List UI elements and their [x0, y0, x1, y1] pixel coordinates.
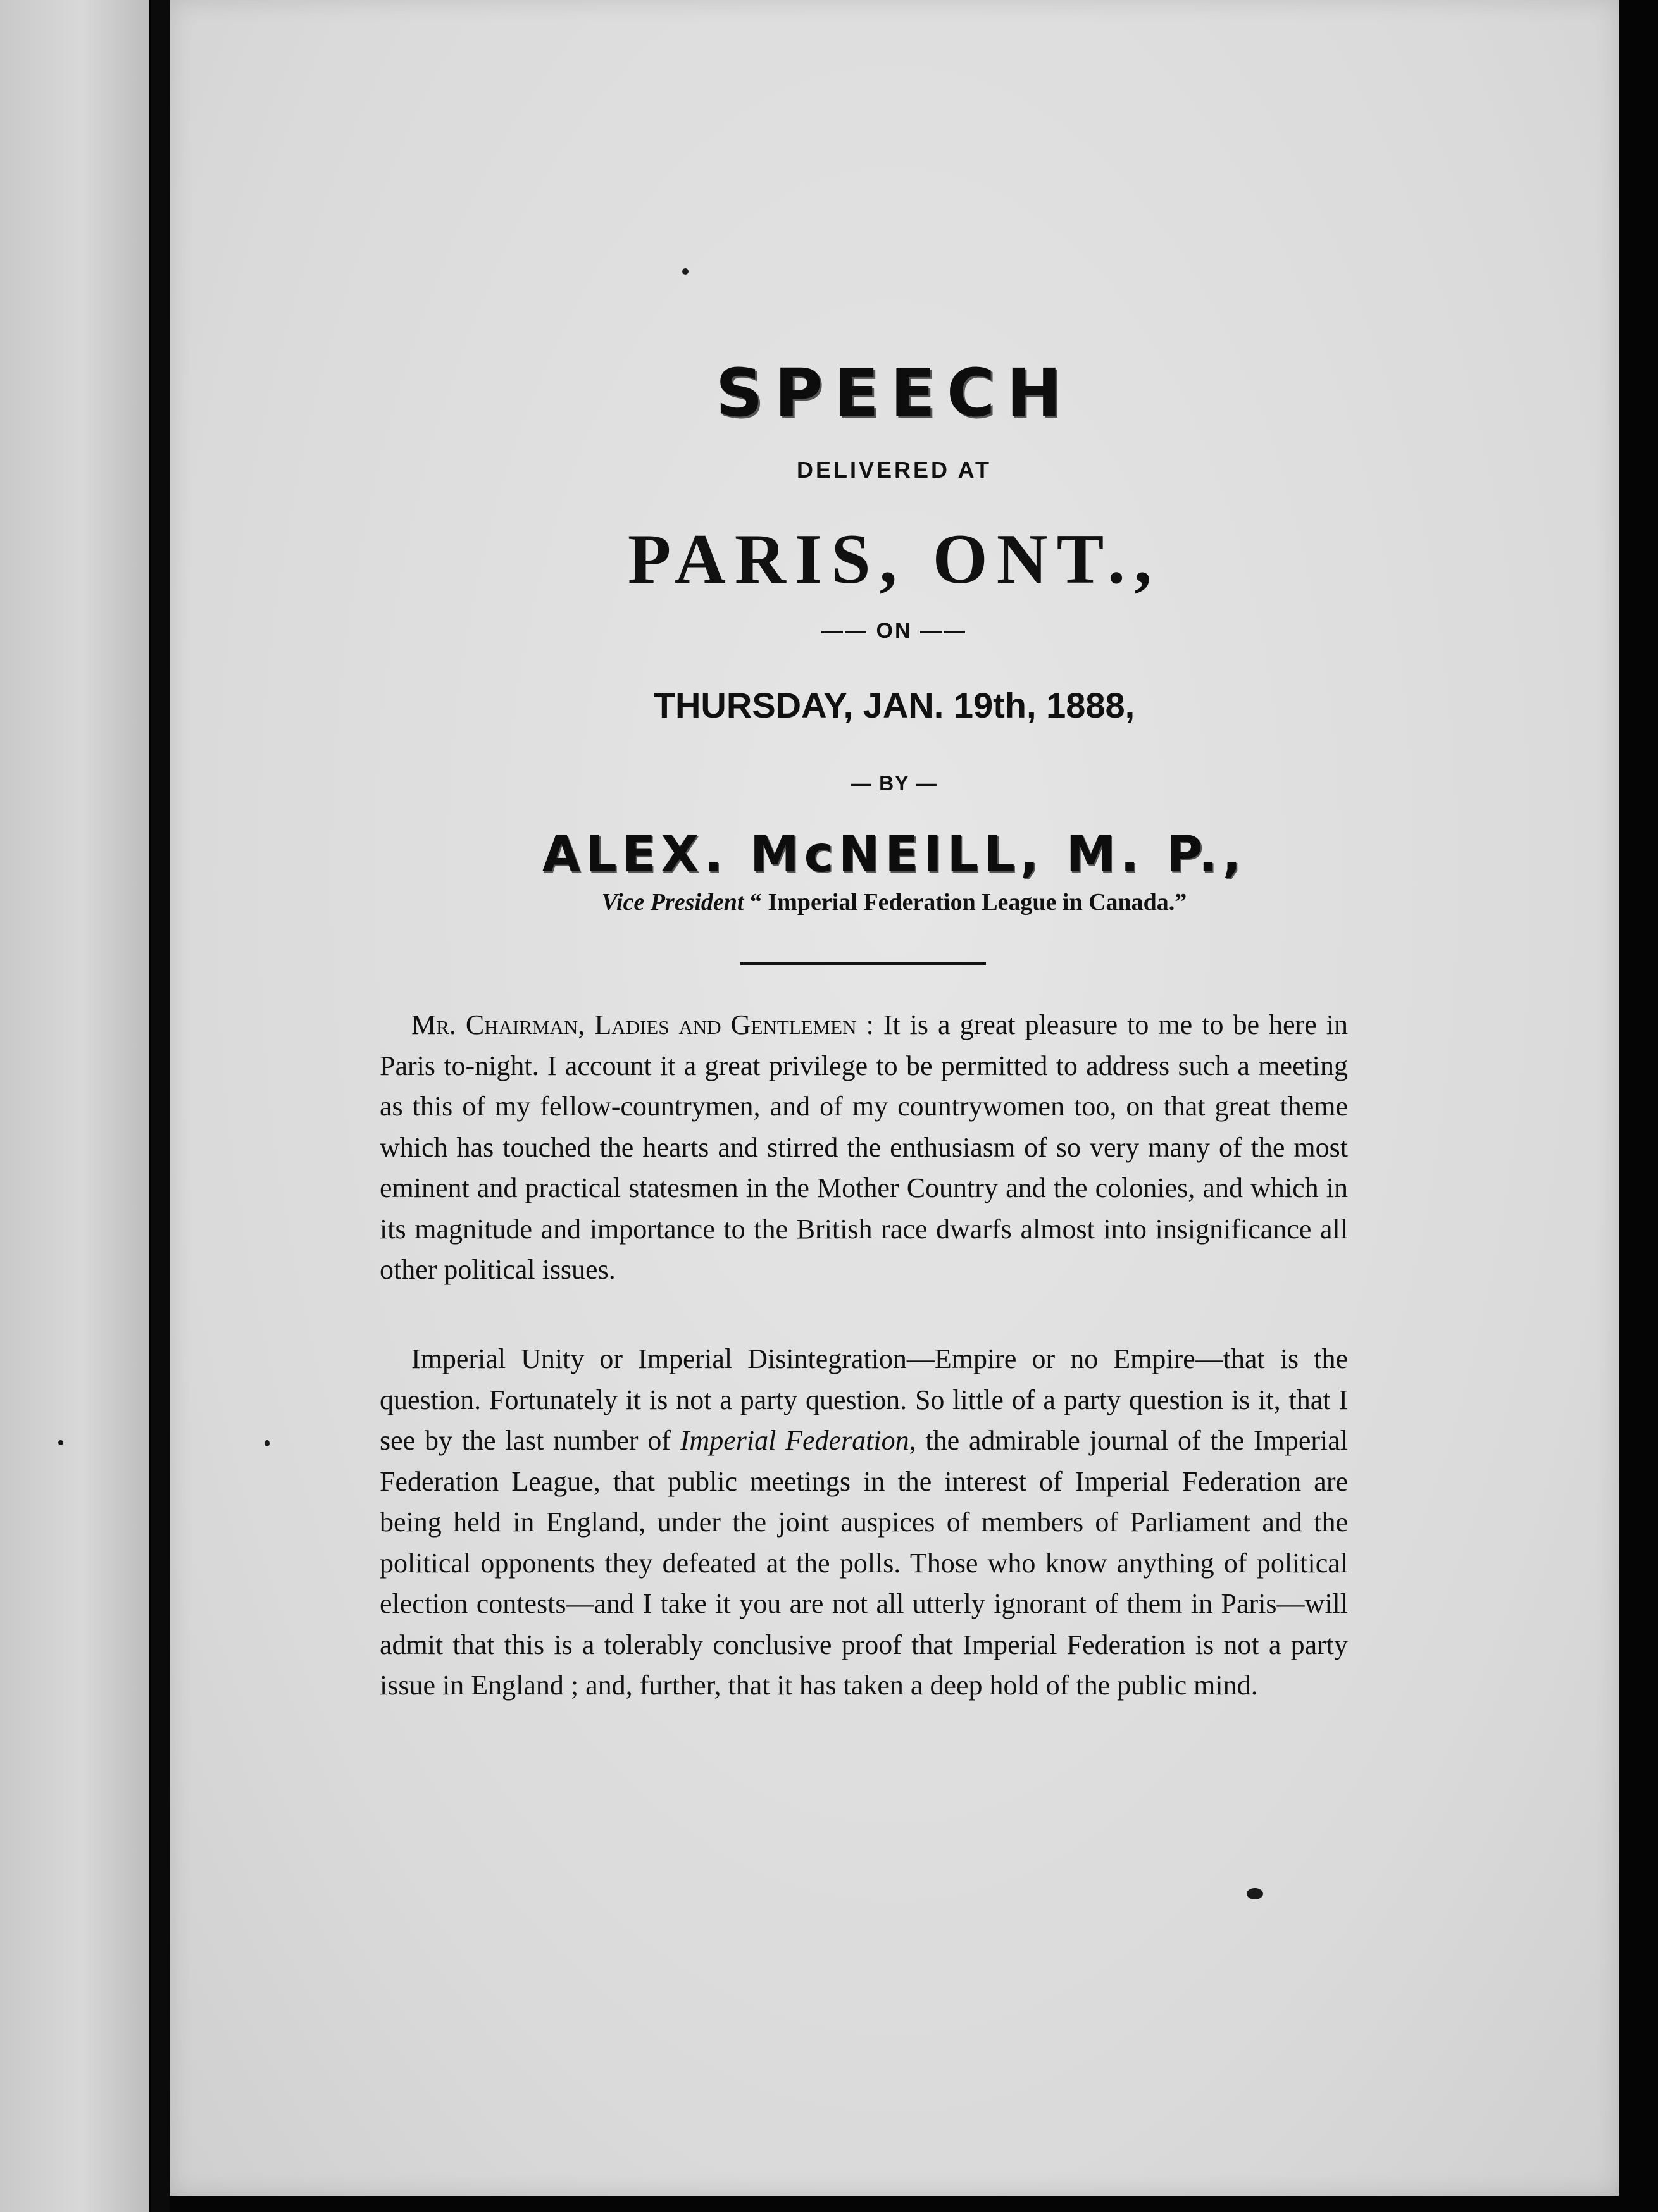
- right-border: [1619, 0, 1658, 2212]
- bottom-border: [170, 2196, 1619, 2212]
- author-organization: “ Imperial Federation League in Canada.”: [749, 889, 1187, 916]
- place-heading: PARIS, ONT.,: [627, 520, 1161, 599]
- ink-speck: [58, 1440, 63, 1445]
- binding-spine: [151, 0, 170, 2212]
- ink-speck: [1247, 1888, 1263, 1899]
- paragraph-2-text-b: , the admirable journal of the Imperial Federation League, that public meetings in the interest of Imperial Federation are being held in England, under the joint auspices of members of Parliament and the political opponents they defeated at the polls. Those who know anything of political election contests—and I take it you are not all utterly ignorant of them in Paris—will admit that this is a tolerably conclusive proof that Imperial Federation is not a party issue in England ; and, further, that it has taken a deep hold of the public mind.: [380, 1425, 1348, 1701]
- journal-title: Imperial Federation: [680, 1425, 909, 1456]
- left-page-edge: [0, 0, 149, 2212]
- author-heading: ALEX. McNEILL, M. P.,: [542, 826, 1247, 883]
- salutation: Mr. Chairman, Ladies and Gentlemen :: [411, 1009, 874, 1040]
- paragraph-1-text: It is a great pleasure to me to be here in Paris to-night. I account it a great privilege to be permitted to address such a meeting as this of my fellow-countrymen, and of my countrywomen too, on that great theme which has touched the hearts and stirred the enthusiasm of so very many of the most eminent and practical statesmen in the Mother Country and the colonies, and which in its magnitude and importance to the British race dwarfs almost into insignificance all other political issues.: [380, 1009, 1348, 1285]
- divider-rule: [740, 962, 986, 965]
- author-position: [170, 888, 1619, 916]
- on-label: —— ON ——: [821, 619, 967, 643]
- ink-speck: [265, 1440, 270, 1446]
- paragraph-2: [380, 1339, 1348, 1706]
- author-role: Vice President: [601, 889, 744, 916]
- paragraph-2-text-a: Imperial Unity or Imperial Disintegration—Empire or no Empire—that is the question. Fortunately it is not a party question. So little of a party question is it, that I see by the last number of: [380, 1343, 1348, 1456]
- by-label: — BY —: [851, 772, 938, 795]
- delivered-at-label: DELIVERED AT: [796, 457, 992, 483]
- paragraph-1: [380, 1005, 1348, 1291]
- speech-title: SPEECH: [715, 354, 1073, 432]
- date-heading: THURSDAY, JAN. 19th, 1888,: [653, 685, 1135, 725]
- ink-speck: [682, 268, 689, 275]
